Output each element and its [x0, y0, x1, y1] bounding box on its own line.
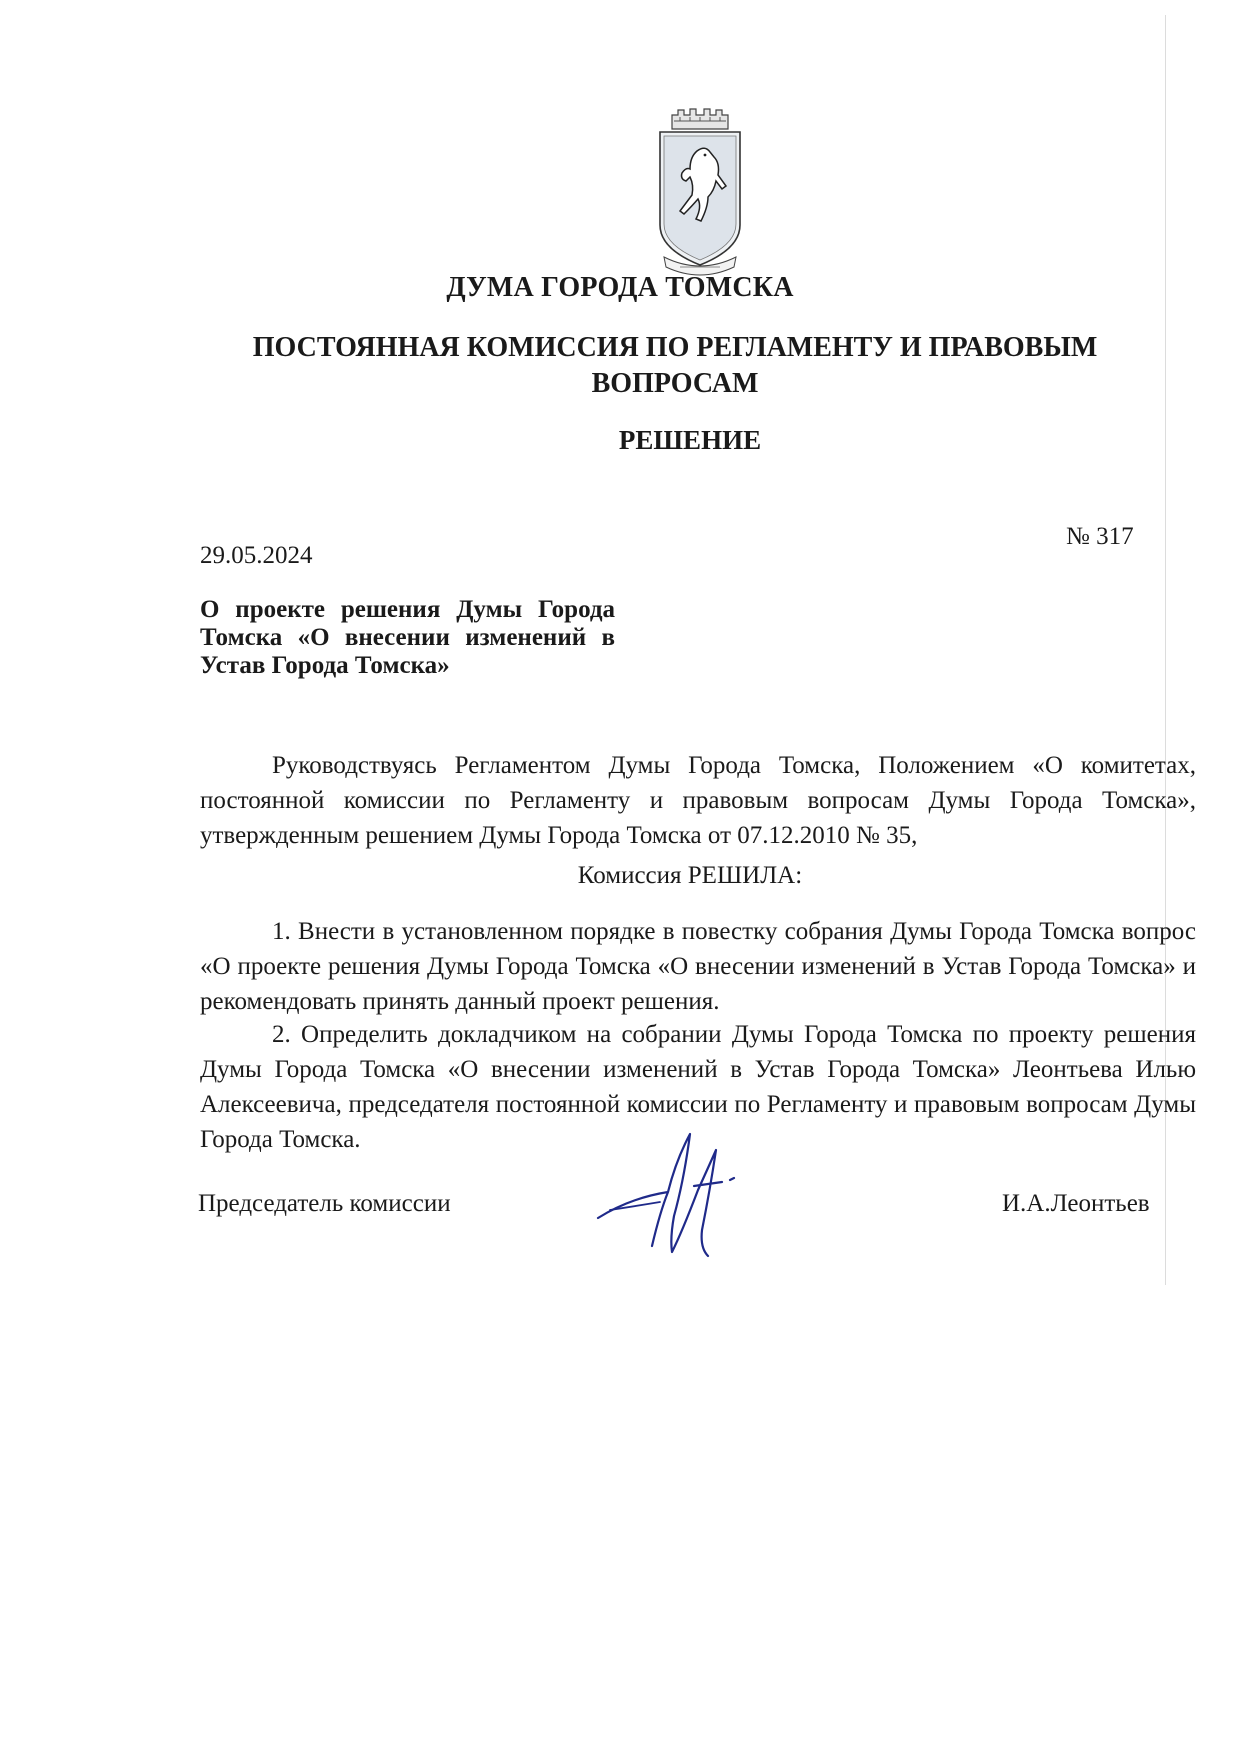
preamble-paragraph — [200, 748, 1196, 853]
decision-item-1-text: 1. Внести в установленном порядке в повестку собрания Думы Города Томска вопрос «О проекте решения Думы Города Томска «О внесении изменений в Устав Города Томска» и рекомендовать принять данный проект решения. — [200, 918, 1196, 1015]
handwritten-signature-icon — [590, 1120, 790, 1270]
commission-title: ПОСТОЯННАЯ КОМИССИЯ ПО РЕГЛАМЕНТУ И ПРАВОВЫМ ВОПРОСАМ — [252, 332, 1098, 399]
decision-heading-text: Комиссия РЕШИЛА: — [577, 862, 803, 889]
organization-title: ДУМА ГОРОДА ТОМСКА — [446, 272, 794, 303]
document-date: 29.05.2024 — [200, 542, 313, 569]
document-subject: О проекте решения Думы Города Томска «О внесении изменений в Устав Города Томска» — [200, 596, 615, 679]
decision-item-2-text: 2. Определить докладчиком на собрании Думы Города Томска по проекту решения Думы Города Томска «О внесении изменений в Устав Города Томска» Леонтьева Илью Алексеевича, председателя постоянной комиссии по Регламенту и правовым вопросам Думы Города Томска. — [200, 1021, 1196, 1153]
decision-heading — [0, 858, 1240, 893]
tomsk-coat-of-arms-icon — [650, 107, 750, 277]
decision-item-1 — [200, 914, 1196, 1019]
signatory-name: И.А.Леонтьев — [1002, 1190, 1150, 1217]
signatory-title: Председатель комиссии — [198, 1190, 451, 1217]
preamble-text: Руководствуясь Регламентом Думы Города Томска, Положением «О комитетах, постоянной комиссии по Регламенту и правовым вопросам Думы Города Томска», утвержденным решением Думы Города Томска от 07.12.2010 № 35, — [200, 752, 1196, 849]
document-number: № 317 — [1066, 523, 1134, 550]
document-type-heading: РЕШЕНИЕ — [618, 425, 762, 455]
